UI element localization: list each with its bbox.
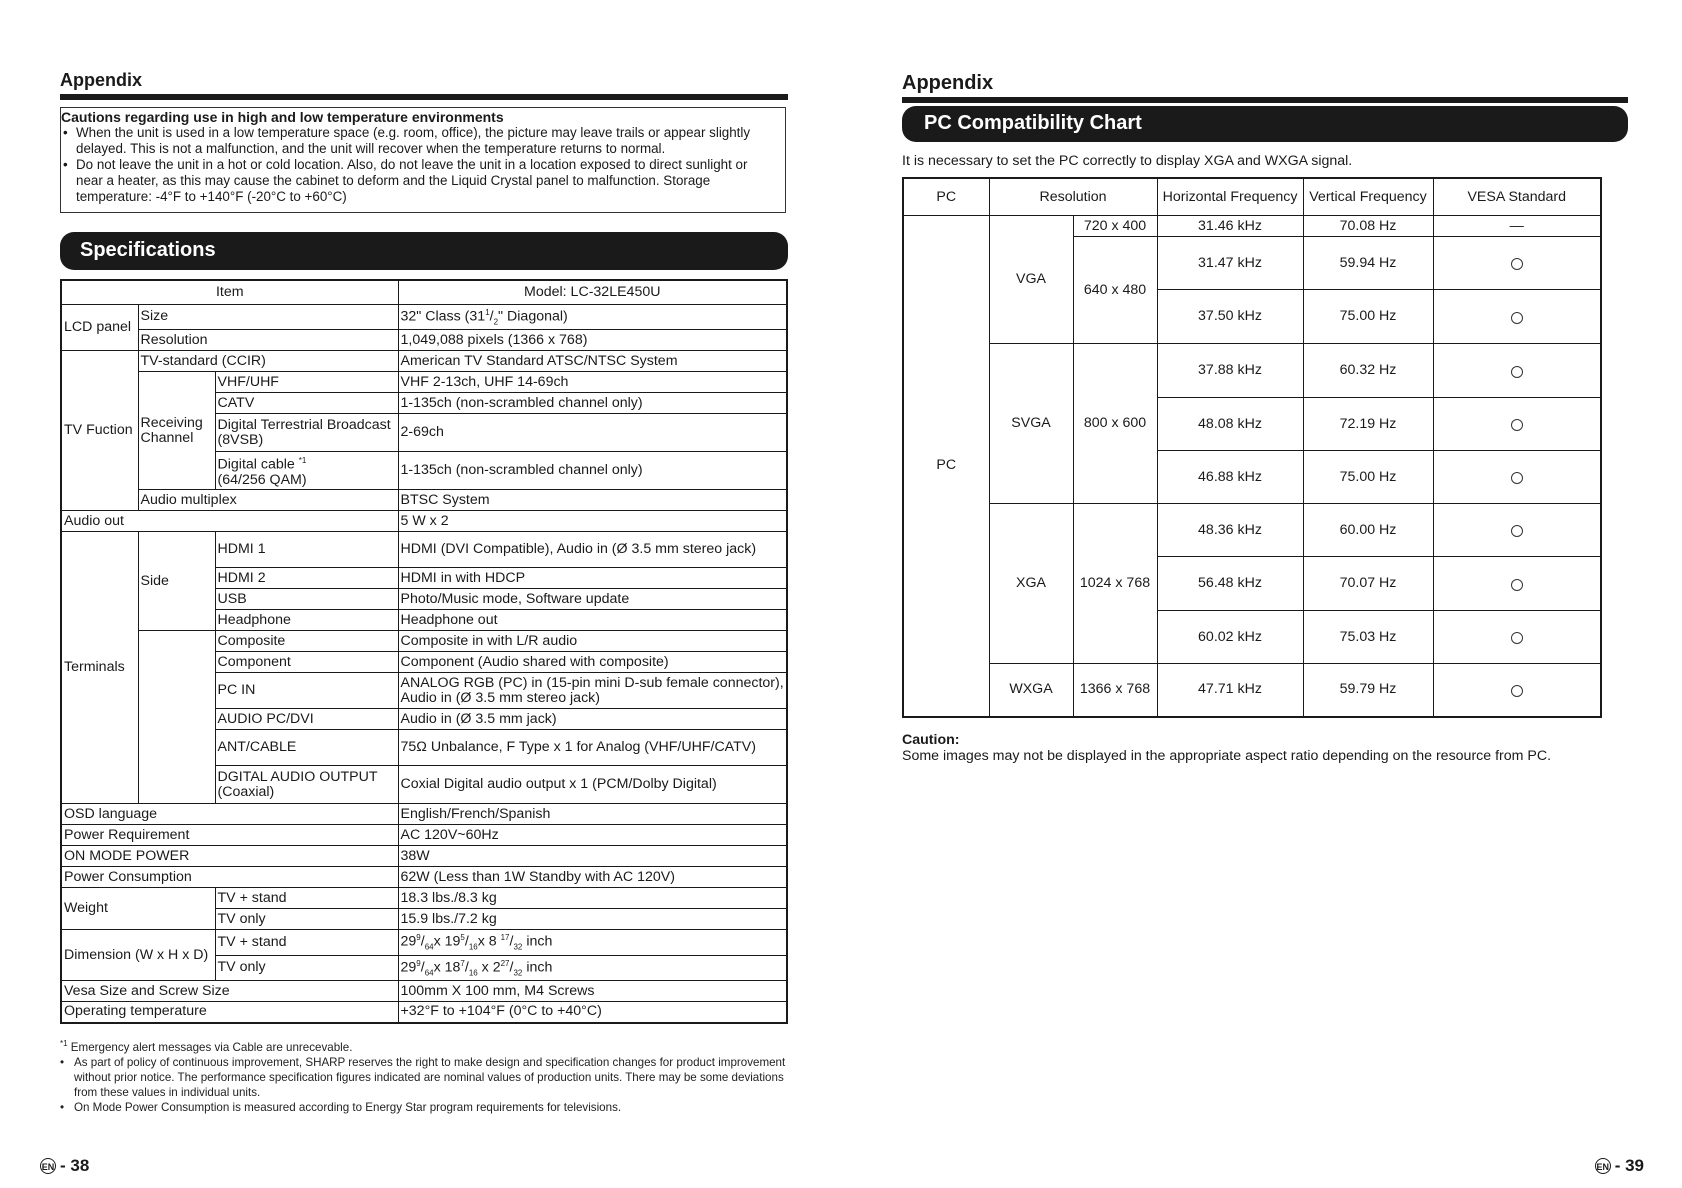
table-row: Composite Composite in with L/R audio [61, 631, 787, 652]
footnote-item: • As part of policy of continuous improvement, SHARP reserves the right to make design and specification changes for product improvement without prior notice. The performance specification figures indicated are nominal values of production units. There may be some deviations from these values in individual units. [60, 1055, 786, 1099]
vesa-cell: — [1433, 216, 1601, 237]
table-row: PC VGA 720 x 400 31.46 kHz 70.08 Hz — [903, 216, 1601, 237]
footnote-item: $^{*1}$ Emergency alert messages via Cable are unrecevable. [60, 1039, 353, 1054]
table-row: CATV 1-135ch (non-scrambled channel only) [61, 393, 787, 414]
page-number-left: EN - 38 [41, 1156, 90, 1175]
temperature-cautions-box [60, 107, 786, 213]
circle-icon [1511, 419, 1523, 431]
specifications-table [60, 279, 788, 1024]
bullet-icon: • [60, 1100, 65, 1114]
cautions-title: Cautions regarding use in high and low temperature environments [61, 109, 504, 125]
table-row: TV Fuction TV-standard (CCIR) American TV Standard ATSC/NTSC System [61, 351, 787, 372]
caution-text: Some images may not be displayed in the appropriate aspect ratio depending on the resource from PC. [902, 748, 1552, 764]
circle-icon [1511, 685, 1523, 697]
right-page [902, 0, 1644, 1188]
table-row: Item Model: LC-32LE450U [61, 280, 787, 304]
table-row: SVGA 800 x 600 37.88 kHz 60.32 Hz [903, 344, 1601, 398]
table-row: Dimension (W x H x D) TV + stand $29^9/_{64}x$ $19^5/_{16}x$ 8 $^{17}/_{32}$ inch [61, 930, 787, 956]
right-page-header: Appendix [902, 72, 994, 94]
page-number-right: EN - 39 [1596, 1156, 1644, 1175]
header-rule [60, 94, 788, 100]
table-row: Audio multiplex BTSC System [61, 490, 787, 511]
table-row: Weight TV + stand 18.3 lbs./8.3 kg [61, 888, 787, 909]
bullet-icon: • [63, 125, 68, 140]
pc-intro-text: It is necessary to set the PC correctly to display XGA and WXGA signal. [902, 153, 1353, 169]
footnotes [60, 1036, 788, 1115]
table-row: LCD panel Size 32" Class ($31^1/_2$" Diagonal) [61, 304, 787, 330]
table-row: DGITAL AUDIO OUTPUT (Coaxial) Coxial Digital audio output x 1 (PCM/Dolby Digital) [61, 766, 787, 804]
table-row: Headphone Headphone out [61, 610, 787, 631]
table-row: Digital cable $^{*1}$ (64/256 QAM) 1-135ch (non-scrambled channel only) [61, 452, 787, 490]
pc-compatibility-table [902, 177, 1602, 718]
table-row: 48.08 kHz 72.19 Hz [903, 398, 1601, 451]
pc-caution [902, 732, 1551, 764]
circle-icon [1511, 632, 1523, 644]
table-row: HDMI 2 HDMI in with HDCP [61, 568, 787, 589]
circle-icon [1511, 579, 1523, 591]
en-language-icon: EN [1595, 1158, 1611, 1174]
table-row: Resolution 1,049,088 pixels (1366 x 768) [61, 330, 787, 351]
table-row: Audio out 5 W x 2 [61, 511, 787, 532]
footnote-item: • On Mode Power Consumption is measured according to Energy Star program requirements for televisions. [60, 1100, 622, 1114]
circle-icon [1511, 258, 1523, 270]
table-row: 37.50 kHz 75.00 Hz [903, 290, 1601, 344]
caution-item: • When the unit is used in a low temperature space (e.g. room, office), the picture may leave trails or appear slightly delayed. This is not a malfunction, and the unit will recover when the temperature returns to normal. [63, 125, 751, 156]
table-row: 46.88 kHz 75.00 Hz [903, 451, 1601, 504]
table-row: 60.02 kHz 75.03 Hz [903, 611, 1601, 664]
table-row: Component Component (Audio shared with composite) [61, 652, 787, 673]
pc-compatibility-banner: PC Compatibility Chart [902, 106, 1628, 142]
bullet-icon: • [60, 1055, 65, 1069]
table-row: ANT/CABLE 75Ω Unbalance, F Type x 1 for Analog (VHF/UHF/CATV) [61, 730, 787, 766]
circle-icon [1511, 525, 1523, 537]
table-row: Receiving Channel VHF/UHF VHF 2-13ch, UHF 14-69ch [61, 372, 787, 393]
table-row: 56.48 kHz 70.07 Hz [903, 557, 1601, 611]
table-row: 640 x 480 31.47 kHz 59.94 Hz [903, 237, 1601, 290]
circle-icon [1511, 472, 1523, 484]
left-page [41, 0, 788, 1188]
table-row: Digital Terrestrial Broadcast (8VSB) 2-69ch [61, 414, 787, 452]
specifications-banner: Specifications [60, 232, 788, 270]
table-row: ON MODE POWER 38W [61, 846, 787, 867]
header-rule [902, 97, 1628, 103]
table-row: WXGA 1366 x 768 47.71 kHz 59.79 Hz [903, 664, 1601, 717]
table-row: XGA 1024 x 768 48.36 kHz 60.00 Hz [903, 504, 1601, 557]
table-row: Vesa Size and Screw Size 100mm X 100 mm, M4 Screws [61, 981, 787, 1002]
table-row: TV only $29^9/_{64}x$ $18^7/_{16}$ x $2^{27}/_{32}$ inch [61, 955, 787, 981]
caution-title: Caution: [902, 732, 960, 748]
table-row: PC IN ANALOG RGB (PC) in (15-pin mini D-sub female connector), Audio in (Ø 3.5 mm stereo jack) [61, 673, 787, 709]
table-row: TV only 15.9 lbs./7.2 kg [61, 909, 787, 930]
table-row: USB Photo/Music mode, Software update [61, 589, 787, 610]
en-language-icon: EN [40, 1158, 56, 1174]
circle-icon [1511, 366, 1523, 378]
table-row: Power Requirement AC 120V~60Hz [61, 825, 787, 846]
table-header-row: PC Resolution Horizontal Frequency Vertical Frequency VESA Standard [903, 178, 1601, 216]
bullet-icon: • [63, 157, 68, 172]
table-row: AUDIO PC/DVI Audio in (Ø 3.5 mm jack) [61, 709, 787, 730]
table-row: OSD language English/French/Spanish [61, 804, 787, 825]
table-row: Operating temperature +32°F to +104°F (0°C to +40°C) [61, 1002, 787, 1023]
left-page-header: Appendix [60, 70, 143, 90]
table-row: Terminals Side HDMI 1 HDMI (DVI Compatible), Audio in (Ø 3.5 mm stereo jack) [61, 532, 787, 568]
circle-icon [1511, 312, 1523, 324]
caution-item: • Do not leave the unit in a hot or cold location. Also, do not leave the unit in a location exposed to direct sunlight or near a heater, as this may cause the cabinet to deform and the Liquid Crystal panel to malfunction. Storage temperature: -4°F to +140°F (-20°C to +60°C) [63, 157, 748, 204]
table-row: Power Consumption 62W (Less than 1W Standby with AC 120V) [61, 867, 787, 888]
